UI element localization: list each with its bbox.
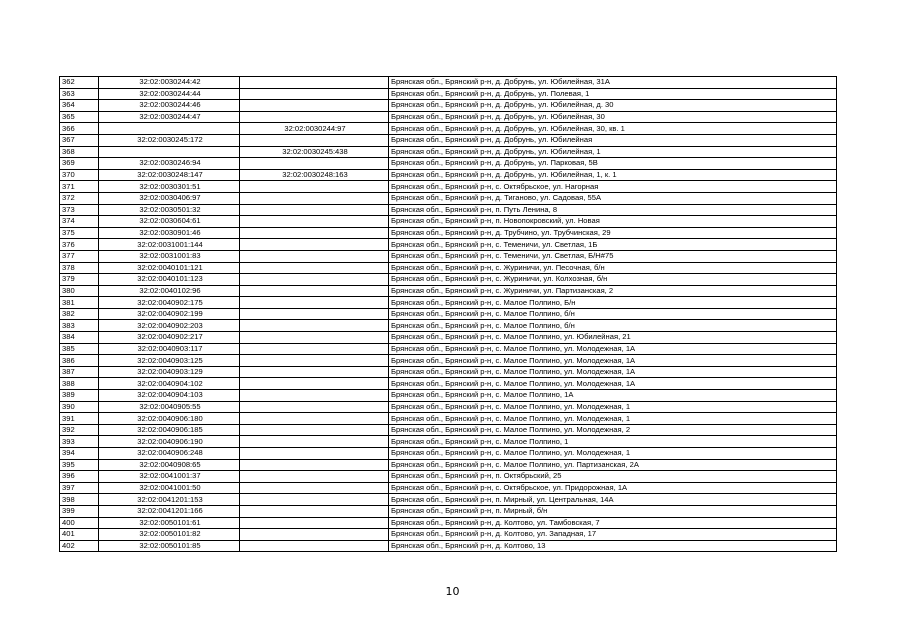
cadastral-number-cell: 32:02:0041201:153 — [99, 494, 240, 506]
table-row — [60, 366, 837, 378]
address-cell: Брянская обл., Брянский р-н, с. Малое Полпино, ул. Партизанская, 2А — [389, 459, 837, 471]
secondary-cadastral-number-cell — [240, 181, 389, 193]
cadastral-number-cell: 32:02:0040903:125 — [99, 355, 240, 367]
cadastral-number-cell: 32:02:0040906:180 — [99, 413, 240, 425]
address-cell: Брянская обл., Брянский р-н, д. Добрунь, ул. Юбилейная — [389, 134, 837, 146]
secondary-cadastral-number-cell — [240, 100, 389, 112]
row-number-cell: 380 — [60, 285, 99, 297]
row-number-cell: 394 — [60, 448, 99, 460]
table-row — [60, 482, 837, 494]
secondary-cadastral-number-cell — [240, 297, 389, 309]
cadastral-number-cell: 32:02:0050101:82 — [99, 529, 240, 541]
cadastral-number-cell: 32:02:0050101:85 — [99, 540, 240, 552]
secondary-cadastral-number-cell — [240, 471, 389, 483]
secondary-cadastral-number-cell — [240, 424, 389, 436]
address-cell: Брянская обл., Брянский р-н, д. Добрунь, ул. Полевая, 1 — [389, 88, 837, 100]
secondary-cadastral-number-cell: 32:02:0030248:163 — [240, 169, 389, 181]
row-number-cell: 367 — [60, 134, 99, 146]
cadastral-number-cell: 32:02:0040904:102 — [99, 378, 240, 390]
cadastral-number-cell: 32:02:0040101:121 — [99, 262, 240, 274]
table-row — [60, 158, 837, 170]
row-number-cell: 381 — [60, 297, 99, 309]
table-row — [60, 390, 837, 402]
table-row — [60, 343, 837, 355]
cadastral-number-cell: 32:02:0030901:46 — [99, 227, 240, 239]
table-row — [60, 413, 837, 425]
row-number-cell: 379 — [60, 274, 99, 286]
cadastral-number-cell: 32:02:0040904:103 — [99, 390, 240, 402]
table-row — [60, 424, 837, 436]
cadastral-number-cell: 32:02:0030245:172 — [99, 134, 240, 146]
cadastral-number-cell: 32:02:0040906:248 — [99, 448, 240, 460]
address-cell: Брянская обл., Брянский р-н, с. Журиничи, ул. Партизанская, 2 — [389, 285, 837, 297]
table-row — [60, 227, 837, 239]
address-cell: Брянская обл., Брянский р-н, д. Колтово, 13 — [389, 540, 837, 552]
row-number-cell: 382 — [60, 308, 99, 320]
secondary-cadastral-number-cell — [240, 505, 389, 517]
row-number-cell: 395 — [60, 459, 99, 471]
table-row — [60, 355, 837, 367]
row-number-cell: 391 — [60, 413, 99, 425]
address-cell: Брянская обл., Брянский р-н, с. Теменичи, ул. Светлая, 1Б — [389, 239, 837, 251]
secondary-cadastral-number-cell — [240, 390, 389, 402]
address-cell: Брянская обл., Брянский р-н, с. Журиничи, ул. Песочная, б/н — [389, 262, 837, 274]
table-row — [60, 134, 837, 146]
table-row — [60, 250, 837, 262]
secondary-cadastral-number-cell — [240, 227, 389, 239]
secondary-cadastral-number-cell — [240, 448, 389, 460]
row-number-cell: 375 — [60, 227, 99, 239]
table-row — [60, 448, 837, 460]
cadastral-number-cell: 32:02:0030248:147 — [99, 169, 240, 181]
table-row — [60, 262, 837, 274]
table-row — [60, 517, 837, 529]
table-row — [60, 88, 837, 100]
secondary-cadastral-number-cell — [240, 482, 389, 494]
secondary-cadastral-number-cell — [240, 378, 389, 390]
row-number-cell: 372 — [60, 192, 99, 204]
secondary-cadastral-number-cell — [240, 111, 389, 123]
secondary-cadastral-number-cell — [240, 343, 389, 355]
cadastral-number-cell: 32:02:0041001:50 — [99, 482, 240, 494]
address-cell: Брянская обл., Брянский р-н, с. Малое Полпино, ул. Молодежная, 1 — [389, 413, 837, 425]
cadastral-number-cell: 32:02:0030604:61 — [99, 216, 240, 228]
address-cell: Брянская обл., Брянский р-н, д. Добрунь, ул. Юбилейная, 1, к. 1 — [389, 169, 837, 181]
address-cell: Брянская обл., Брянский р-н, с. Малое Полпино, б/н — [389, 308, 837, 320]
address-cell: Брянская обл., Брянский р-н, с. Малое Полпино, ул. Молодежная, 1 — [389, 401, 837, 413]
address-cell: Брянская обл., Брянский р-н, п. Мирный, б/н — [389, 505, 837, 517]
table-row — [60, 274, 837, 286]
secondary-cadastral-number-cell — [240, 401, 389, 413]
cadastral-number-cell: 32:02:0041201:166 — [99, 505, 240, 517]
secondary-cadastral-number-cell — [240, 285, 389, 297]
secondary-cadastral-number-cell — [240, 355, 389, 367]
row-number-cell: 369 — [60, 158, 99, 170]
table-row — [60, 169, 837, 181]
address-cell: Брянская обл., Брянский р-н, с. Малое Полпино, 1 — [389, 436, 837, 448]
cadastral-number-cell: 32:02:0030406:97 — [99, 192, 240, 204]
row-number-cell: 392 — [60, 424, 99, 436]
row-number-cell: 397 — [60, 482, 99, 494]
secondary-cadastral-number-cell — [240, 274, 389, 286]
table-row — [60, 146, 837, 158]
cadastral-number-cell: 32:02:0050101:61 — [99, 517, 240, 529]
table-row — [60, 77, 837, 89]
secondary-cadastral-number-cell — [240, 204, 389, 216]
row-number-cell: 398 — [60, 494, 99, 506]
table-row — [60, 332, 837, 344]
row-number-cell: 385 — [60, 343, 99, 355]
table-row — [60, 378, 837, 390]
table-row — [60, 111, 837, 123]
row-number-cell: 363 — [60, 88, 99, 100]
table-row — [60, 100, 837, 112]
secondary-cadastral-number-cell — [240, 77, 389, 89]
address-cell: Брянская обл., Брянский р-н, п. Новопокровский, ул. Новая — [389, 216, 837, 228]
address-cell: Брянская обл., Брянский р-н, д. Добрунь, ул. Юбилейная, 1 — [389, 146, 837, 158]
cadastral-number-cell: 32:02:0040903:129 — [99, 366, 240, 378]
table-row — [60, 239, 837, 251]
table-row — [60, 529, 837, 541]
cadastral-number-cell: 32:02:0040906:185 — [99, 424, 240, 436]
row-number-cell: 362 — [60, 77, 99, 89]
secondary-cadastral-number-cell — [240, 366, 389, 378]
table-row — [60, 494, 837, 506]
row-number-cell: 390 — [60, 401, 99, 413]
secondary-cadastral-number-cell — [240, 250, 389, 262]
cadastral-number-cell: 32:02:0040902:217 — [99, 332, 240, 344]
table-row — [60, 308, 837, 320]
register-table-body — [60, 77, 837, 552]
address-cell: Брянская обл., Брянский р-н, п. Октябрьский, 25 — [389, 471, 837, 483]
row-number-cell: 373 — [60, 204, 99, 216]
address-cell: Брянская обл., Брянский р-н, д. Добрунь, ул. Юбилейная, д. 30 — [389, 100, 837, 112]
secondary-cadastral-number-cell — [240, 192, 389, 204]
cadastral-number-cell: 32:02:0030246:94 — [99, 158, 240, 170]
row-number-cell: 383 — [60, 320, 99, 332]
secondary-cadastral-number-cell — [240, 308, 389, 320]
row-number-cell: 377 — [60, 250, 99, 262]
table-row — [60, 540, 837, 552]
address-cell: Брянская обл., Брянский р-н, с. Малое Полпино, ул. Молодежная, 2 — [389, 424, 837, 436]
secondary-cadastral-number-cell — [240, 216, 389, 228]
address-cell: Брянская обл., Брянский р-н, п. Мирный, ул. Центральная, 14А — [389, 494, 837, 506]
address-cell: Брянская обл., Брянский р-н, с. Журиничи, ул. Колхозная, б/н — [389, 274, 837, 286]
cadastral-number-cell: 32:02:0031001:83 — [99, 250, 240, 262]
table-row — [60, 192, 837, 204]
secondary-cadastral-number-cell — [240, 262, 389, 274]
address-cell: Брянская обл., Брянский р-н, с. Малое Полпино, ул. Юбилейная, 21 — [389, 332, 837, 344]
row-number-cell: 387 — [60, 366, 99, 378]
row-number-cell: 366 — [60, 123, 99, 135]
secondary-cadastral-number-cell — [240, 332, 389, 344]
address-cell: Брянская обл., Брянский р-н, д. Колтово, ул. Тамбовская, 7 — [389, 517, 837, 529]
table-row — [60, 181, 837, 193]
row-number-cell: 389 — [60, 390, 99, 402]
row-number-cell: 364 — [60, 100, 99, 112]
cadastral-number-cell: 32:02:0040101:123 — [99, 274, 240, 286]
row-number-cell: 399 — [60, 505, 99, 517]
secondary-cadastral-number-cell — [240, 517, 389, 529]
row-number-cell: 393 — [60, 436, 99, 448]
secondary-cadastral-number-cell — [240, 413, 389, 425]
secondary-cadastral-number-cell — [240, 494, 389, 506]
cadastral-number-cell: 32:02:0040902:203 — [99, 320, 240, 332]
secondary-cadastral-number-cell — [240, 459, 389, 471]
table-row — [60, 436, 837, 448]
address-cell: Брянская обл., Брянский р-н, д. Тиганово, ул. Садовая, 55А — [389, 192, 837, 204]
table-row — [60, 204, 837, 216]
secondary-cadastral-number-cell — [240, 436, 389, 448]
secondary-cadastral-number-cell: 32:02:0030245:438 — [240, 146, 389, 158]
cadastral-number-cell: 32:02:0030301:51 — [99, 181, 240, 193]
address-cell: Брянская обл., Брянский р-н, с. Теменичи, ул. Светлая, Б/Н#75 — [389, 250, 837, 262]
row-number-cell: 376 — [60, 239, 99, 251]
cadastral-number-cell: 32:02:0030244:47 — [99, 111, 240, 123]
secondary-cadastral-number-cell — [240, 88, 389, 100]
table-row — [60, 505, 837, 517]
table-row — [60, 297, 837, 309]
address-cell: Брянская обл., Брянский р-н, д. Добрунь, ул. Юбилейная, 31А — [389, 77, 837, 89]
cadastral-number-cell: 32:02:0040902:175 — [99, 297, 240, 309]
address-cell: Брянская обл., Брянский р-н, с. Октябрьское, ул. Придорожная, 1А — [389, 482, 837, 494]
table-row — [60, 285, 837, 297]
cadastral-number-cell: 32:02:0040906:190 — [99, 436, 240, 448]
secondary-cadastral-number-cell — [240, 540, 389, 552]
secondary-cadastral-number-cell — [240, 134, 389, 146]
secondary-cadastral-number-cell — [240, 239, 389, 251]
address-cell: Брянская обл., Брянский р-н, с. Октябрьское, ул. Нагорная — [389, 181, 837, 193]
cadastral-number-cell — [99, 146, 240, 158]
cadastral-number-cell: 32:02:0040102:96 — [99, 285, 240, 297]
address-cell: Брянская обл., Брянский р-н, с. Малое Полпино, 1А — [389, 390, 837, 402]
row-number-cell: 371 — [60, 181, 99, 193]
secondary-cadastral-number-cell: 32:02:0030244:97 — [240, 123, 389, 135]
page-number: 10 — [445, 585, 460, 598]
table-row — [60, 471, 837, 483]
table-row — [60, 123, 837, 135]
address-cell: Брянская обл., Брянский р-н, д. Добрунь, ул. Парковая, 5В — [389, 158, 837, 170]
address-cell: Брянская обл., Брянский р-н, с. Малое Полпино, ул. Молодежная, 1А — [389, 355, 837, 367]
address-cell: Брянская обл., Брянский р-н, с. Малое Полпино, ул. Молодежная, 1А — [389, 378, 837, 390]
address-cell: Брянская обл., Брянский р-н, с. Малое Полпино, Б/н — [389, 297, 837, 309]
address-cell: Брянская обл., Брянский р-н, с. Малое Полпино, ул. Молодежная, 1А — [389, 343, 837, 355]
row-number-cell: 386 — [60, 355, 99, 367]
table-row — [60, 320, 837, 332]
address-cell: Брянская обл., Брянский р-н, д. Добрунь, ул. Юбилейная, 30, кв. 1 — [389, 123, 837, 135]
cadastral-number-cell: 32:02:0040903:117 — [99, 343, 240, 355]
cadastral-number-cell: 32:02:0040905:55 — [99, 401, 240, 413]
row-number-cell: 368 — [60, 146, 99, 158]
table-row — [60, 459, 837, 471]
address-cell: Брянская обл., Брянский р-н, с. Малое Полпино, б/н — [389, 320, 837, 332]
row-number-cell: 402 — [60, 540, 99, 552]
register-table — [59, 76, 837, 552]
secondary-cadastral-number-cell — [240, 158, 389, 170]
cadastral-number-cell: 32:02:0030244:44 — [99, 88, 240, 100]
address-cell: Брянская обл., Брянский р-н, с. Малое Полпино, ул. Молодежная, 1 — [389, 448, 837, 460]
row-number-cell: 378 — [60, 262, 99, 274]
row-number-cell: 396 — [60, 471, 99, 483]
row-number-cell: 400 — [60, 517, 99, 529]
secondary-cadastral-number-cell — [240, 529, 389, 541]
row-number-cell: 401 — [60, 529, 99, 541]
address-cell: Брянская обл., Брянский р-н, с. Малое Полпино, ул. Молодежная, 1А — [389, 366, 837, 378]
table-row — [60, 216, 837, 228]
secondary-cadastral-number-cell — [240, 320, 389, 332]
cadastral-number-cell: 32:02:0030244:46 — [99, 100, 240, 112]
row-number-cell: 370 — [60, 169, 99, 181]
cadastral-number-cell: 32:02:0030244:42 — [99, 77, 240, 89]
cadastral-number-cell: 32:02:0041001:37 — [99, 471, 240, 483]
address-cell: Брянская обл., Брянский р-н, п. Путь Ленина, 8 — [389, 204, 837, 216]
address-cell: Брянская обл., Брянский р-н, д. Трубчино, ул. Трубчинская, 29 — [389, 227, 837, 239]
cadastral-number-cell: 32:02:0031001:144 — [99, 239, 240, 251]
cadastral-number-cell: 32:02:0040908:65 — [99, 459, 240, 471]
cadastral-number-cell: 32:02:0030501:32 — [99, 204, 240, 216]
row-number-cell: 365 — [60, 111, 99, 123]
cadastral-number-cell — [99, 123, 240, 135]
address-cell: Брянская обл., Брянский р-н, д. Колтово, ул. Западная, 17 — [389, 529, 837, 541]
row-number-cell: 374 — [60, 216, 99, 228]
row-number-cell: 388 — [60, 378, 99, 390]
table-row — [60, 401, 837, 413]
cadastral-number-cell: 32:02:0040902:199 — [99, 308, 240, 320]
row-number-cell: 384 — [60, 332, 99, 344]
address-cell: Брянская обл., Брянский р-н, д. Добрунь, ул. Юбилейная, 30 — [389, 111, 837, 123]
